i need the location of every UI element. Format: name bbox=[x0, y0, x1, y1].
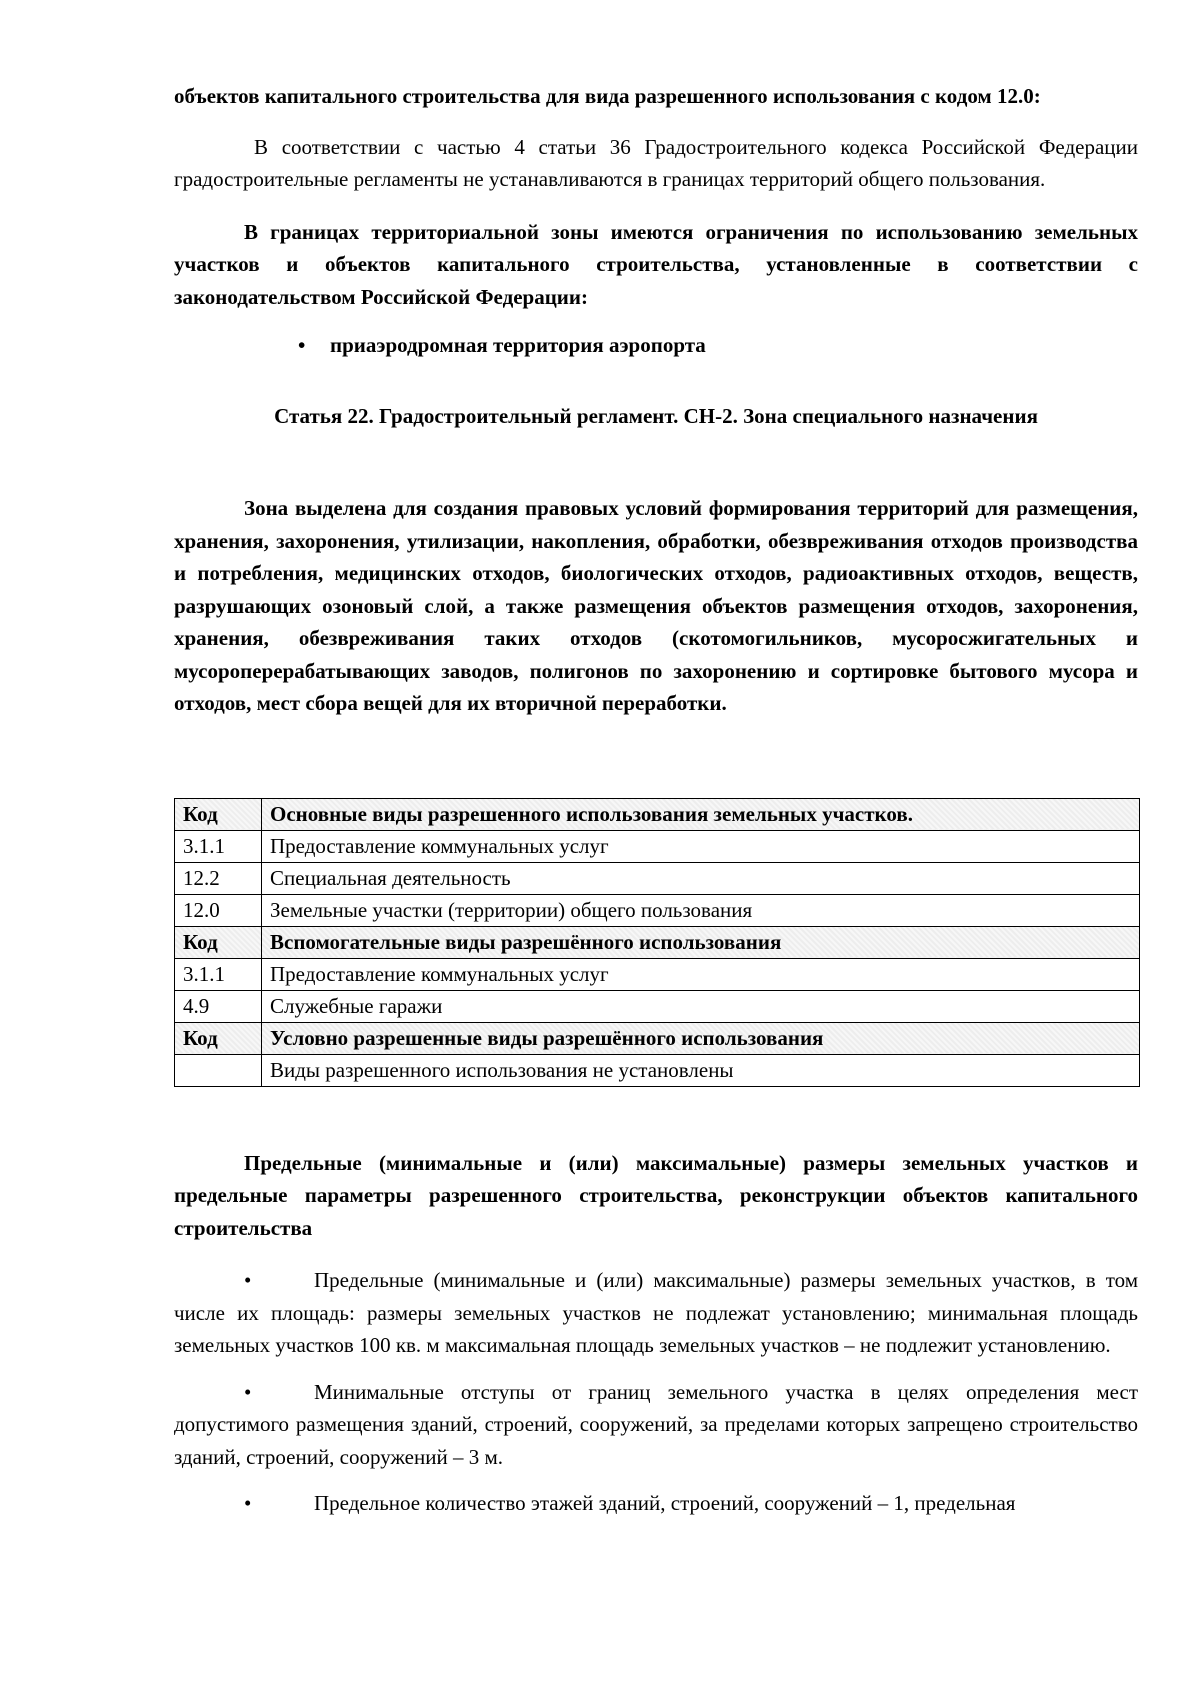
zone-description: Зона выделена для создания правовых условий формирования территорий для размещения, хранения, захоронения, утилизации, накопления, обработки, обезвреживания отходов производства и потребления, медицинских отходов, биологических отходов, радиоактивных отходов, веществ, разрушающих озоновый слой, а также размещения объектов размещения отходов, захоронения, хранения, обезвреживания таких отходов (скотомогильников, мусоросжигательных и мусороперерабатывающих заводов, полигонов по захоронению и сортировке бытового мусора и отходов, мест сбора вещей для их вторичной переработки. bbox=[174, 496, 1138, 715]
code-cell: 3.1.1 bbox=[175, 958, 262, 990]
table-row bbox=[175, 1054, 1140, 1086]
use-name-cell: Предоставление коммунальных услуг bbox=[262, 958, 1140, 990]
use-name-cell: Основные виды разрешенного использования земельных участков. bbox=[262, 798, 1140, 830]
limit-item bbox=[174, 1264, 1138, 1362]
table-header-row bbox=[175, 798, 1140, 830]
article-36-paragraph: В соответствии с частью 4 статьи 36 Градостроительного кодекса Российской Федерации градостроительные регламенты не устанавливаются в границах территорий общего пользования. bbox=[174, 134, 1138, 191]
code-cell: 12.2 bbox=[175, 862, 262, 894]
use-name-cell: Условно разрешенные виды разрешённого использования bbox=[262, 1022, 1140, 1054]
table-row bbox=[175, 830, 1140, 862]
bullet-icon: • bbox=[298, 333, 306, 357]
code-cell: 4.9 bbox=[175, 990, 262, 1022]
land-use-table bbox=[174, 798, 1140, 1087]
limit-item-text: Предельное количество этажей зданий, строений, сооружений – 1, предельная bbox=[314, 1491, 1016, 1515]
table-row bbox=[175, 894, 1140, 926]
code-cell: Код bbox=[175, 798, 262, 830]
limits-title: Предельные (минимальные и (или) максимальные) размеры земельных участков и предельные параметры разрешенного строительства, реконструкции объектов капитального строительства bbox=[174, 1150, 1138, 1240]
table-header-row bbox=[175, 1022, 1140, 1054]
table-row bbox=[175, 958, 1140, 990]
use-name-cell: Предоставление коммунальных услуг bbox=[262, 830, 1140, 862]
use-name-cell: Специальная деятельность bbox=[262, 862, 1140, 894]
use-name-cell: Земельные участки (территории) общего пользования bbox=[262, 894, 1140, 926]
code-cell: Код bbox=[175, 1022, 262, 1054]
limit-item-text: Минимальные отступы от границ земельного участка в целях определения мест допустимого размещения зданий, строений, сооружений, за пределами которых запрещено строительство зданий, строений, сооружений – 3 м. bbox=[174, 1379, 1138, 1469]
table-header-row bbox=[175, 926, 1140, 958]
limit-item bbox=[174, 1487, 1138, 1520]
article-title: Статья 22. Градостроительный регламент. СН-2. Зона специального назначения bbox=[274, 403, 1038, 428]
code-cell: 12.0 bbox=[175, 894, 262, 926]
bullet-icon: • bbox=[244, 1491, 252, 1515]
restriction-list-item bbox=[174, 329, 1138, 362]
bullet-icon: • bbox=[244, 1379, 252, 1404]
restrictions-paragraph: В границах территориальной зоны имеются ограничения по использованию земельных участков и объектов капитального строительства, установленные в соответствии с законодательством Российской Федерации: bbox=[174, 219, 1138, 309]
heading-tail: объектов капитального строительства для вида разрешенного использования с кодом 12.0: bbox=[174, 84, 1041, 108]
land-use-table-body bbox=[175, 798, 1140, 1086]
use-name-cell: Служебные гаражи bbox=[262, 990, 1140, 1022]
bullet-icon: • bbox=[244, 1268, 252, 1292]
table-row bbox=[175, 862, 1140, 894]
limit-item bbox=[174, 1376, 1138, 1474]
limit-item-text: Предельные (минимальные и (или) максимальные) размеры земельных участков, в том числе их площадь: размеры земельных участков не подлежат установлению; минимальная площадь земельных участков 100 кв. м максимальная площадь земельных участков – не подлежит установлению. bbox=[174, 1268, 1138, 1357]
page-content bbox=[174, 80, 1138, 1520]
code-cell bbox=[175, 1054, 262, 1086]
use-name-cell: Вспомогательные виды разрешённого использования bbox=[262, 926, 1140, 958]
code-cell: 3.1.1 bbox=[175, 830, 262, 862]
code-cell: Код bbox=[175, 926, 262, 958]
use-name-cell: Виды разрешенного использования не установлены bbox=[262, 1054, 1140, 1086]
restriction-item-text: приаэродромная территория аэропорта bbox=[330, 333, 706, 357]
table-row bbox=[175, 990, 1140, 1022]
